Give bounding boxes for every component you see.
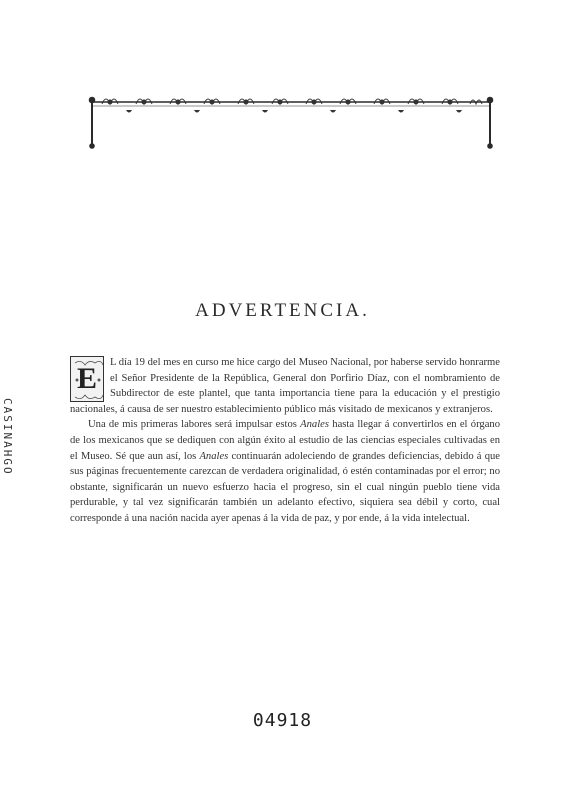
body-text (70, 355, 500, 527)
side-stamp: CASINAHGO (1, 398, 14, 476)
drop-cap (70, 356, 104, 402)
paragraph-1-text: L día 19 del mes en curso me hice cargo del Museo Nacional, por haberse servido honrarme el Señor Presidente de la República, General don Porfirio Díaz, con el nombramiento de Subdirector de este plantel, que tanta importancia tiene para la educación y el prestigio nacionales, á causa de ser nuestro establecimiento público más visitado de mexicanos y extranjeros. (70, 357, 500, 415)
paragraph-2-part-a: Una de mis primeras labores será impulsar estos (88, 419, 301, 431)
page-title: ADVERTENCIA. (195, 300, 370, 321)
drop-cap-letter: E (76, 362, 97, 395)
anales-title-1: Anales (300, 419, 329, 431)
anales-title-2: Anales (199, 450, 229, 462)
page-number-stamp: 04918 (252, 710, 313, 731)
floral-border-ornament (86, 90, 496, 150)
paragraph-2 (70, 417, 500, 526)
paragraph-2-part-c: continuarán adoleciendo de grandes deficiencias, debido á que sus páginas frecuentemente carezcan de verdadera originalidad, ó estén contaminadas por el error; no obstante, significarán un nuevo esfuerzo hacia el progreso, sin el cual ningún pueblo tiene vida perdurable, y tal vez significarán también un adelanto efectivo, siquiera sea débil y corto, cual corresponde á una nación nacida ayer apenas á la vida de paz, y por ende, á la vida intelectual. (70, 450, 500, 524)
paragraph-1 (70, 355, 500, 417)
paragraph-2-part-b: hasta llegar á convertirlos en el órgano de los mexicanos que se dediquen con algún éxito al estudio de las ciencias especiales cultivadas en el Museo. Sé que aun así, los (70, 419, 500, 462)
